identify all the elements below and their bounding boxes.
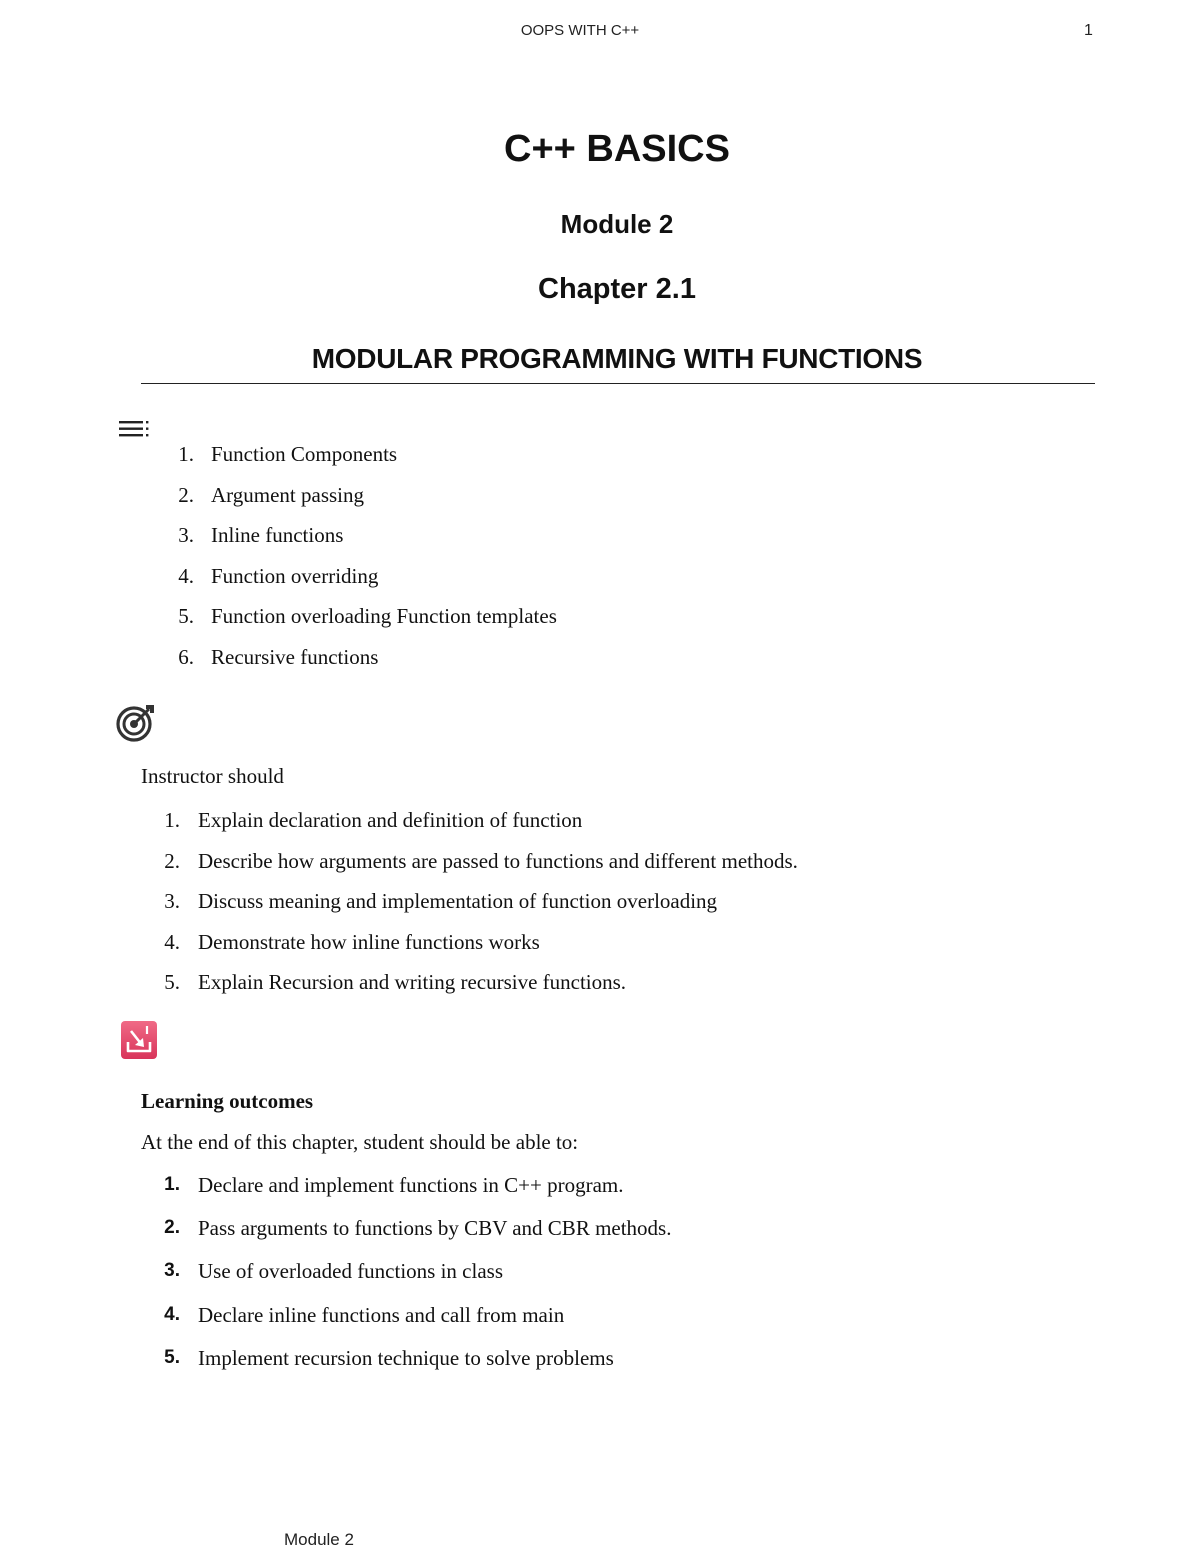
learning-outcomes-intro: At the end of this chapter, student should be able to:	[141, 1130, 579, 1154]
chapter-topic-title: MODULAR PROGRAMMING WITH FUNCTIONS	[311, 343, 923, 374]
module-title: Module 2	[560, 209, 674, 239]
document-title: C++ BASICS	[504, 128, 730, 170]
header-title: OOPS WITH C++	[520, 22, 640, 39]
list-icon	[117, 418, 151, 440]
page-number: 1	[1084, 22, 1093, 39]
title-divider	[141, 383, 1095, 384]
chapter-title: Chapter 2.1	[538, 273, 696, 305]
footer-module: Module 2	[284, 1530, 354, 1549]
learning-outcomes-heading: Learning outcomes	[141, 1089, 314, 1113]
download-tray-icon	[120, 1020, 158, 1060]
target-icon	[115, 702, 157, 744]
instructor-heading: Instructor should	[141, 764, 284, 788]
